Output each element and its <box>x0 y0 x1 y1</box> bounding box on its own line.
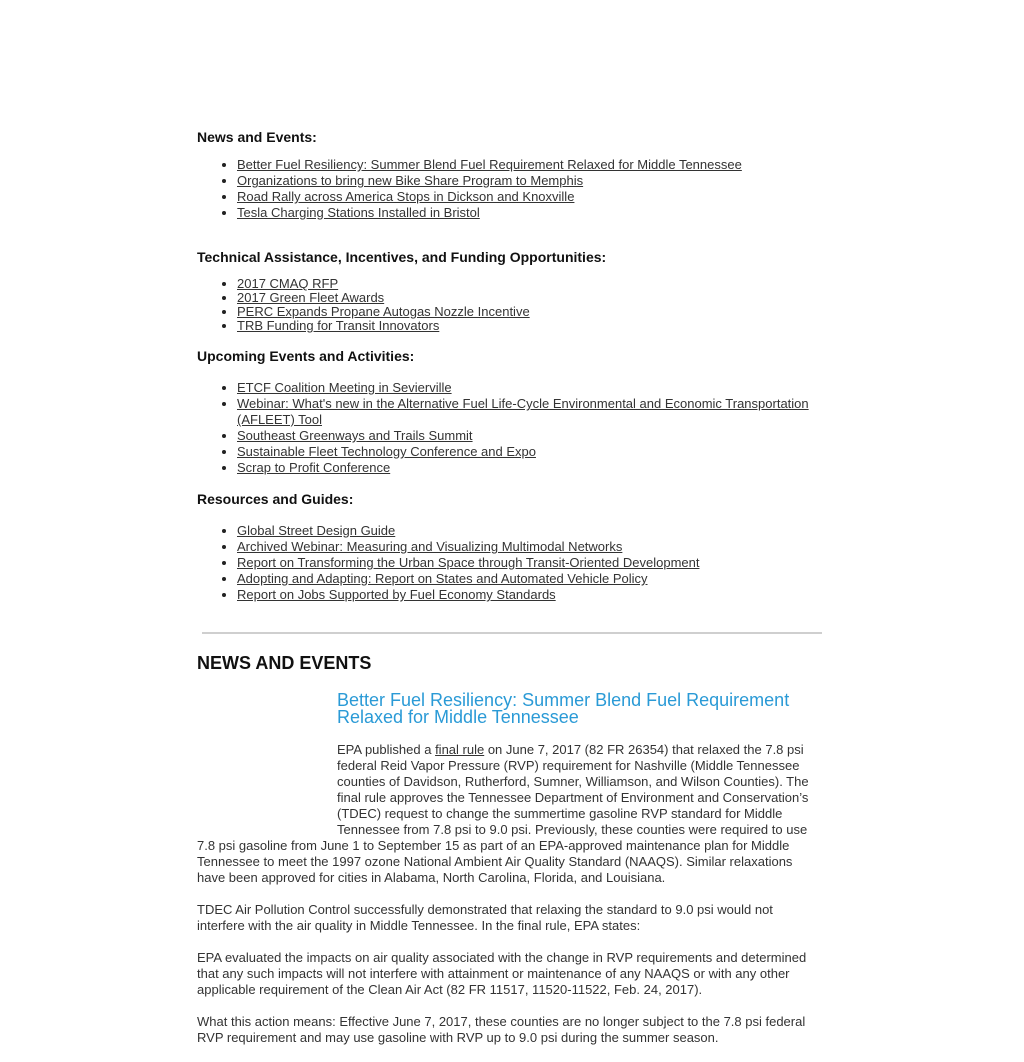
list-item <box>237 587 699 603</box>
toc-upcoming-link[interactable]: Southeast Greenways and Trails Summit <box>237 428 473 443</box>
list-item <box>237 173 742 189</box>
list-item <box>237 277 530 291</box>
toc-news-list <box>197 157 742 221</box>
list-item <box>237 380 823 396</box>
article-p1-start: EPA published a <box>337 742 436 757</box>
list-item <box>237 460 823 476</box>
list-item <box>237 205 742 221</box>
article-paragraph: TDEC Air Pollution Control successfully demonstrated that relaxing the standard to 9.0 psi would not interfere with the air quality in Middle Tennessee. In the final rule, EPA states: <box>197 902 773 933</box>
toc-technical-list <box>197 277 530 333</box>
news-section-heading: NEWS AND EVENTS <box>197 653 372 673</box>
article-quote: EPA evaluated the impacts on air quality associated with the change in RVP requirements and determined that any such impacts will not interfere with attainment or maintenance of any NAAQS or with any other applicable requirement of the Clean Air Act (82 FR 11517, 11520-11522, Feb. 24, 2017). <box>197 950 807 997</box>
news-article <box>197 692 823 1062</box>
list-item <box>237 571 699 587</box>
toc-resources-link[interactable]: Archived Webinar: Measuring and Visualizing Multimodal Networks <box>237 539 623 554</box>
list-item <box>237 157 742 173</box>
toc-resources-link[interactable]: Global Street Design Guide <box>237 523 396 538</box>
toc-upcoming-link[interactable]: Scrap to Profit Conference <box>237 460 391 475</box>
toc-technical-link[interactable]: 2017 Green Fleet Awards <box>237 290 385 305</box>
toc-news-link[interactable]: Better Fuel Resiliency: Summer Blend Fuel Requirement Relaxed for Middle Tennessee <box>237 157 742 172</box>
toc-news-heading: News and Events: <box>197 129 317 145</box>
toc-technical-link[interactable]: 2017 CMAQ RFP <box>237 276 339 291</box>
list-item <box>237 305 530 319</box>
toc-technical-link[interactable]: TRB Funding for Transit Innovators <box>237 318 440 333</box>
toc-news-link[interactable]: Tesla Charging Stations Installed in Bristol <box>237 205 480 220</box>
toc-technical-link[interactable]: PERC Expands Propane Autogas Nozzle Incentive <box>237 304 530 319</box>
toc-upcoming-heading: Upcoming Events and Activities: <box>197 348 415 364</box>
article-paragraph: What this action means: Effective June 7, 2017, these counties are no longer subject to the 7.8 psi federal RVP requirement and may use gasoline with RVP up to 9.0 psi during the summer season. <box>197 1014 806 1045</box>
toc-news-link[interactable]: Organizations to bring new Bike Share Program to Memphis <box>237 173 584 188</box>
article-p1-end: on June 7, 2017 (82 FR 26354) that relaxed the 7.8 psi federal Reid Vapor Pressure (RVP) requirement for Nashville (Middle Tennessee counties of Davidson, Rutherford, Sumner, Williamson, and Wilson Counties). The final rule approves the Tennessee Department of Environment and Conservation’s (TDEC) request to change the summertime gasoline RVP standard for Middle Tennessee from 7.8 psi to 9.0 psi. Previously, these counties were required to use 7.8 psi gasoline from June 1 to September 15 as part of an EPA-approved maintenance plan for Middle Tennessee to meet the 1997 ozone National Ambient Air Quality Standard (NAAQS). Similar relaxations have been approved for cities in Alabama, North Carolina, Florida, and Louisiana. <box>197 742 809 885</box>
list-item <box>237 189 742 205</box>
article-image-placeholder <box>197 692 337 828</box>
article-title: Better Fuel Resiliency: Summer Blend Fuel Requirement Relaxed for Middle Tennessee <box>337 690 790 727</box>
toc-resources-heading: Resources and Guides: <box>197 491 354 507</box>
toc-upcoming-link[interactable]: Sustainable Fleet Technology Conference and Expo <box>237 444 536 459</box>
list-item <box>237 428 823 444</box>
list-item <box>237 396 823 428</box>
toc-resources-list <box>197 523 699 603</box>
toc-upcoming-link[interactable]: ETCF Coalition Meeting in Sevierville <box>237 380 452 395</box>
list-item <box>237 555 699 571</box>
toc-upcoming-link[interactable]: Webinar: What's new in the Alternative Fuel Life-Cycle Environmental and Economic Transportation (AFLEET) Tool <box>237 396 809 427</box>
list-item <box>237 319 530 333</box>
list-item <box>237 539 699 555</box>
list-item <box>237 523 699 539</box>
toc-news-link[interactable]: Road Rally across America Stops in Dickson and Knoxville <box>237 189 575 204</box>
section-divider <box>202 632 822 634</box>
list-item <box>237 291 530 305</box>
toc-technical-heading: Technical Assistance, Incentives, and Funding Opportunities: <box>197 249 607 265</box>
toc-resources-link[interactable]: Adopting and Adapting: Report on States and Automated Vehicle Policy <box>237 571 648 586</box>
toc-resources-link[interactable]: Report on Jobs Supported by Fuel Economy Standards <box>237 587 556 602</box>
list-item <box>237 444 823 460</box>
toc-upcoming-list <box>197 380 823 476</box>
toc-resources-link[interactable]: Report on Transforming the Urban Space through Transit-Oriented Development <box>237 555 700 570</box>
final-rule-link[interactable]: final rule <box>435 742 485 757</box>
